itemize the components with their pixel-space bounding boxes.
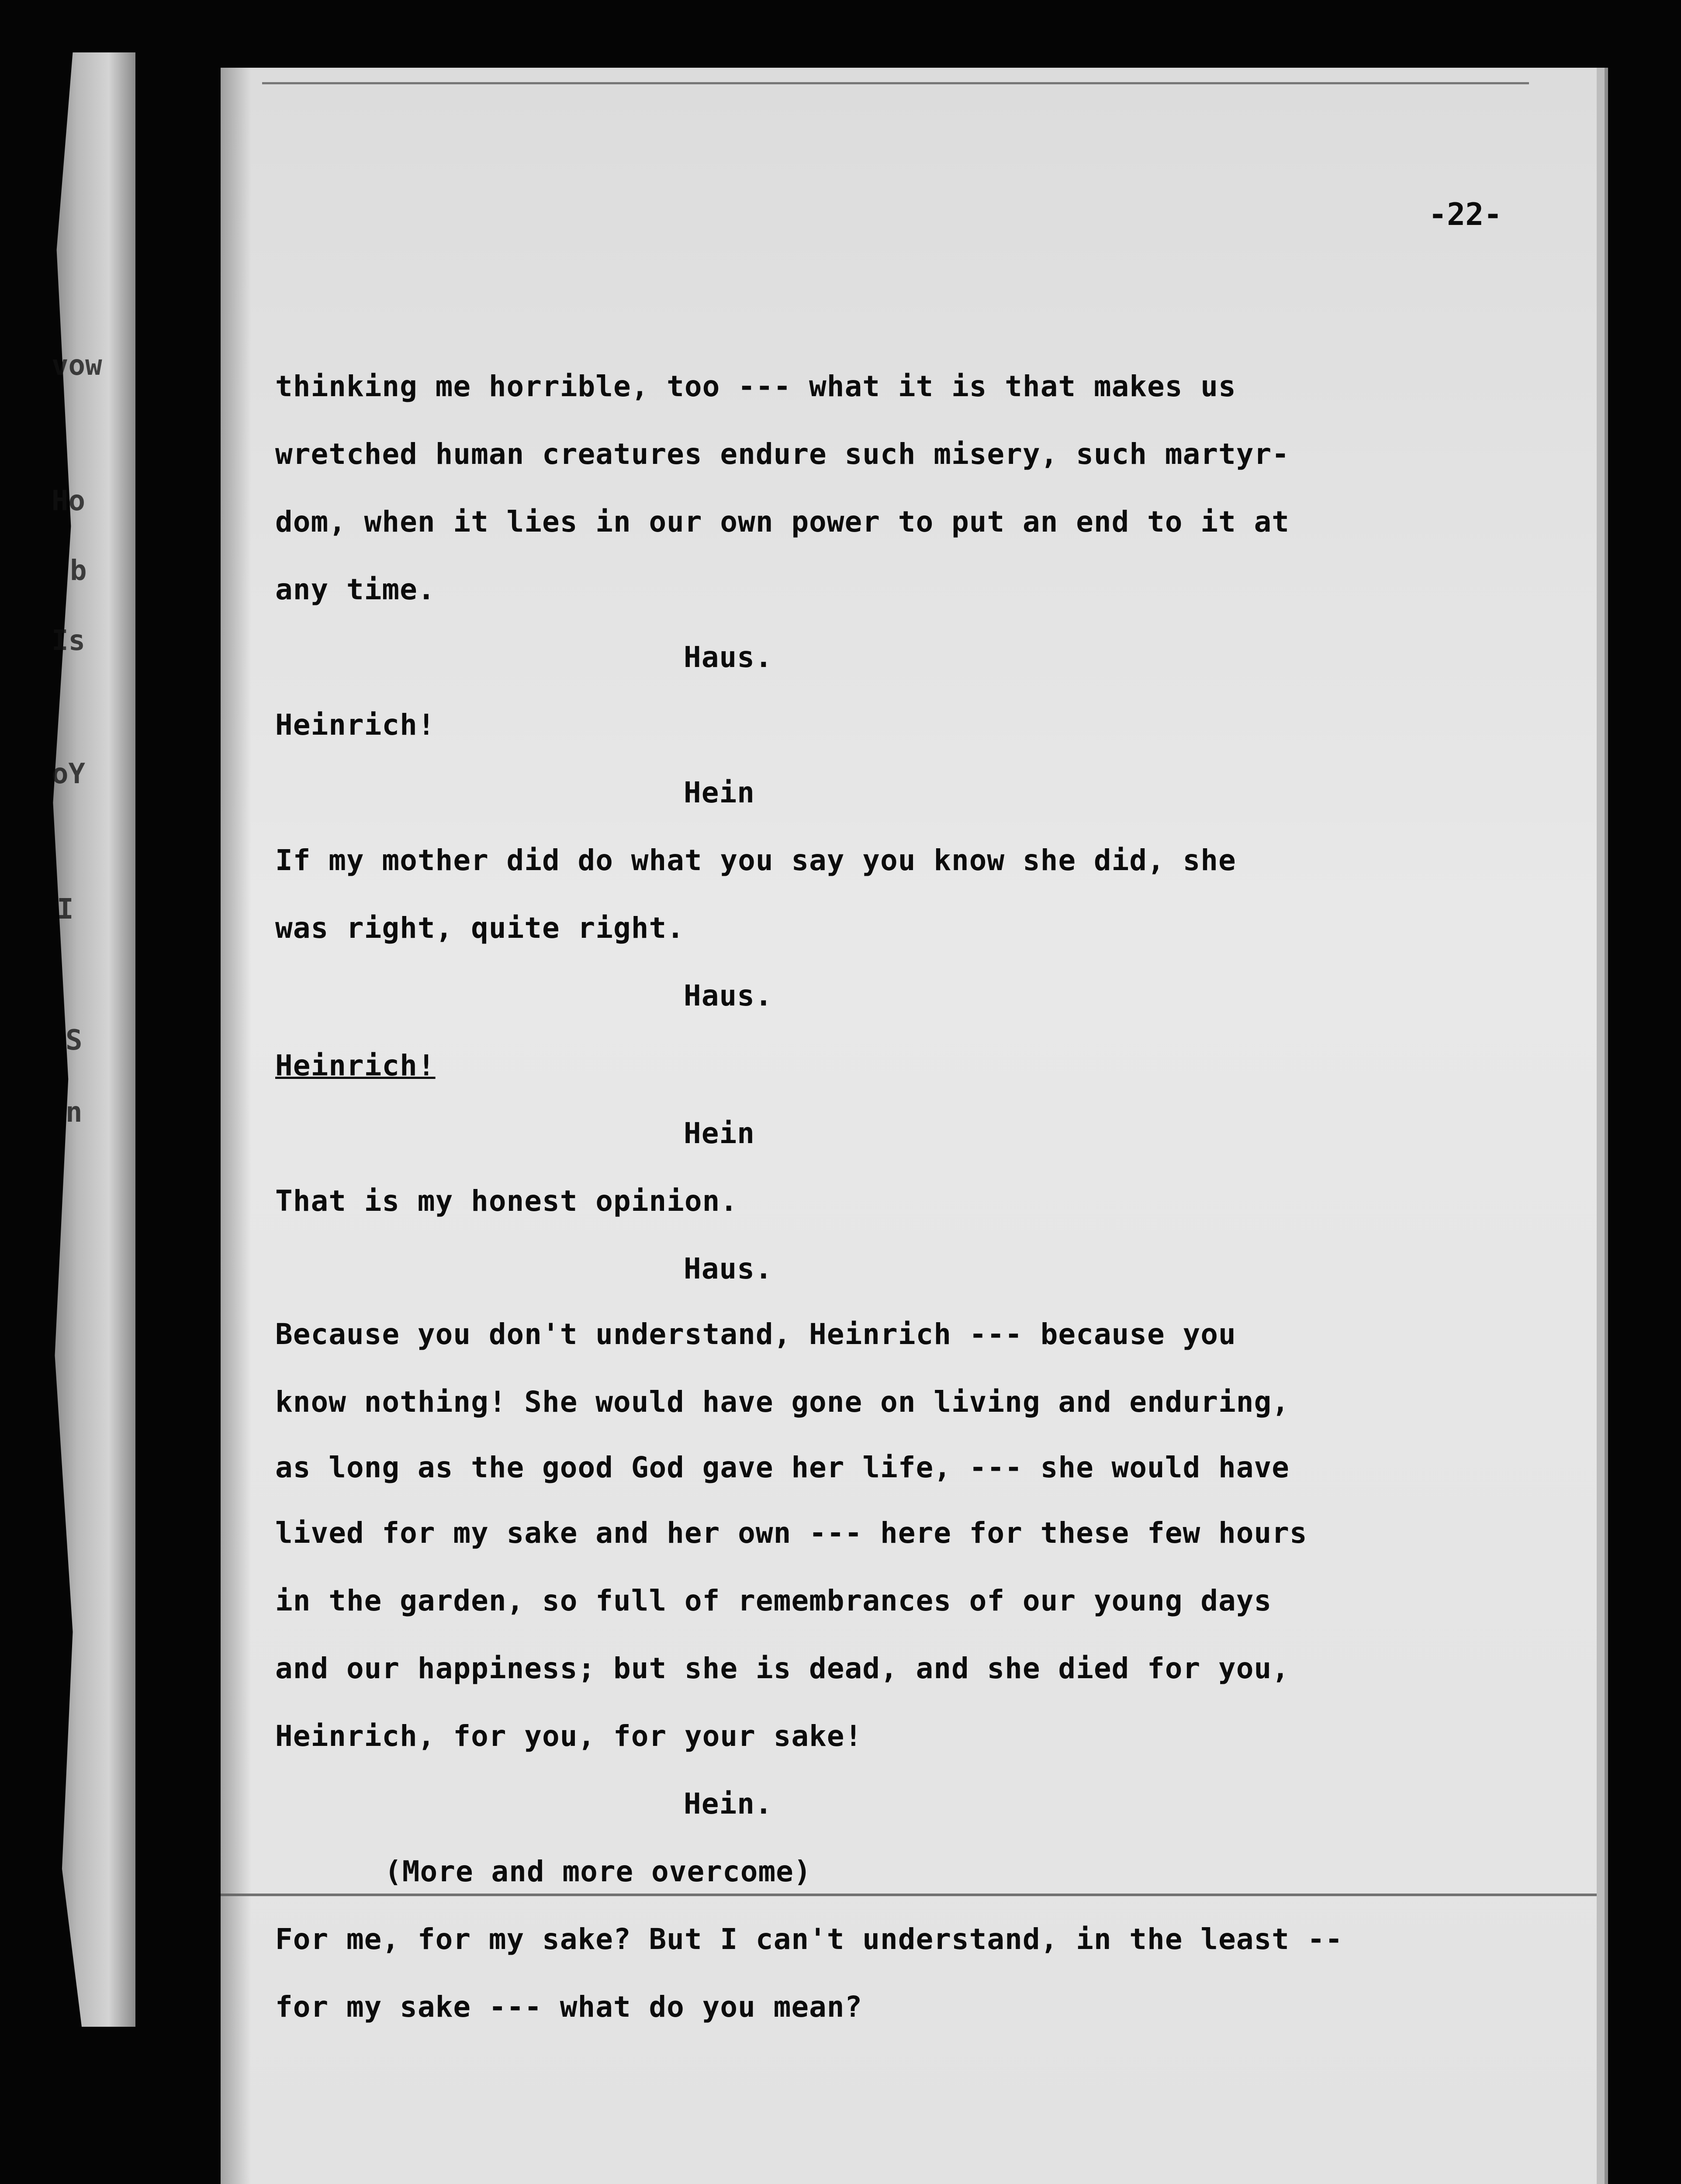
script-line: Heinrich, for you, for your sake! [275,1719,863,1753]
script-line: as long as the good God gave her life, --- she would have [275,1451,1290,1484]
previous-page-edge [46,52,135,2027]
previous-page-fragment: Ho [52,485,86,517]
script-line: was right, quite right. [275,911,685,945]
page-number: -22- [1429,197,1502,232]
script-line: That is my honest opinion. [275,1184,738,1218]
script-line: lived for my sake and her own --- here for these few hours [275,1516,1307,1550]
top-edge-marks [262,82,1529,102]
previous-page-fragment: vow [52,349,102,382]
script-line: For me, for my sake? But I can't understand, in the least -- [275,1922,1343,1956]
previous-page-fragment: b [70,555,87,587]
script-line: Heinrich! [275,1049,436,1082]
speaker-name: Hein [684,776,755,809]
script-line: know nothing! She would have gone on living and enduring, [275,1385,1290,1419]
script-line: If my mother did do what you say you know she did, she [275,843,1236,877]
script-line: wretched human creatures endure such misery, such martyr- [275,437,1290,471]
previous-page-fragment: oY [52,758,86,790]
script-line: for my sake --- what do you mean? [275,1990,863,2024]
fold-line [221,1894,1597,1896]
speaker-name: Hein [684,1116,755,1150]
stage-direction: (More and more overcome) [384,1855,812,1888]
previous-page-fragment: S [66,1024,83,1057]
previous-page-fragment: Is [52,625,86,657]
script-line: thinking me horrible, too --- what it is that makes us [275,370,1236,403]
script-line: and our happiness; but she is dead, and she died for you, [275,1652,1290,1685]
speaker-name: Haus. [684,979,773,1013]
script-line: Because you don't understand, Heinrich --- because you [275,1317,1236,1351]
previous-page-fragment: I [57,893,74,926]
speaker-name: Hein. [684,1787,773,1821]
script-line: any time. [275,573,436,606]
script-line: in the garden, so full of remembrances of our young days [275,1584,1272,1617]
speaker-name: Haus. [684,640,773,674]
script-line: dom, when it lies in our own power to put an end to it at [275,505,1290,539]
speaker-name: Haus. [684,1252,773,1286]
previous-page-fragment: n [66,1096,83,1129]
page-edge-shadow [221,68,251,2184]
script-line: Heinrich! [275,708,436,742]
